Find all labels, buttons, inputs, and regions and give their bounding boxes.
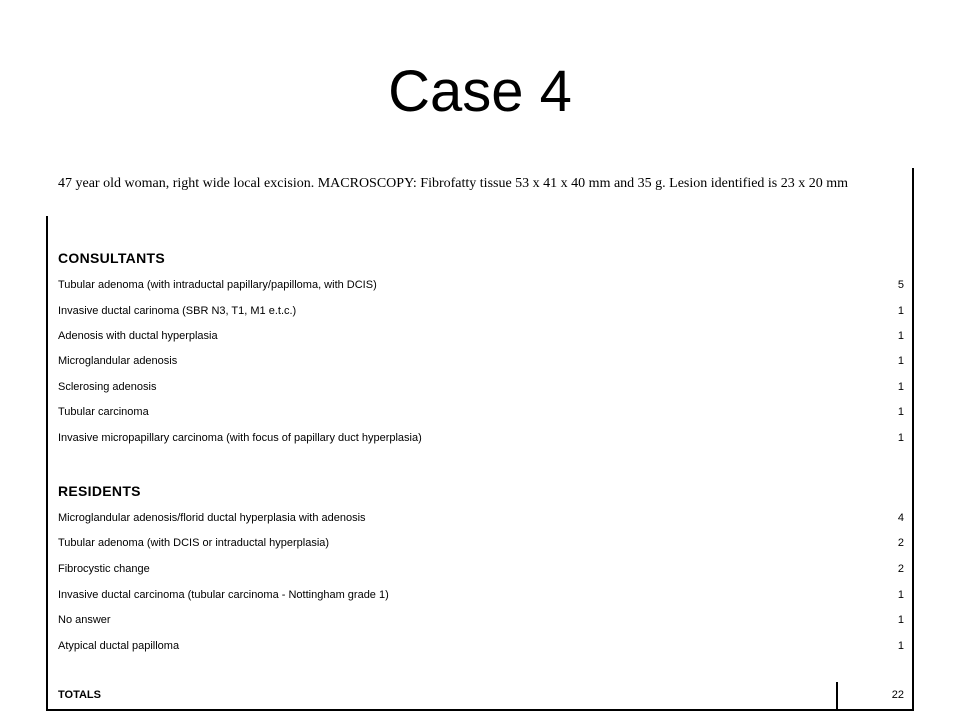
row-label: Sclerosing adenosis	[58, 381, 157, 393]
table-row	[58, 535, 904, 551]
table-row	[58, 430, 904, 446]
row-label: Tubular adenoma (with intraductal papillary/papilloma, with DCIS)	[58, 279, 377, 291]
case-description: 47 year old woman, right wide local excision. MACROSCOPY: Fibrofatty tissue 53 x 41 x 40 mm and 35 g. Lesion identified is 23 x 20 mm	[58, 176, 849, 191]
table-row	[58, 587, 904, 603]
row-label: Atypical ductal papilloma	[58, 640, 180, 652]
row-label: Tubular adenoma (with DCIS or intraductal hyperplasia)	[58, 537, 330, 549]
totals-divider	[836, 682, 838, 711]
row-label: Fibrocystic change	[58, 563, 150, 575]
row-count: 1	[897, 406, 904, 418]
row-count: 1	[897, 381, 904, 393]
row-count: 1	[897, 614, 904, 626]
table-left-border	[46, 216, 48, 711]
row-label: No answer	[58, 614, 111, 626]
table-right-border	[912, 168, 914, 711]
table-row	[58, 277, 904, 293]
table-row	[58, 328, 904, 344]
table-row	[58, 404, 904, 420]
residents-heading: RESIDENTS	[58, 483, 141, 499]
row-label: Invasive micropapillary carcinoma (with focus of papillary duct hyperplasia)	[58, 432, 422, 444]
table-row	[58, 561, 904, 577]
totals-value: 22	[891, 689, 904, 701]
row-count: 1	[897, 330, 904, 342]
row-label: Microglandular adenosis	[58, 355, 178, 367]
table-row	[58, 379, 904, 395]
row-count: 4	[897, 512, 904, 524]
row-count: 2	[897, 537, 904, 549]
row-count: 1	[897, 640, 904, 652]
row-label: Invasive ductal carinoma (SBR N3, T1, M1 e.t.c.)	[58, 305, 297, 317]
row-label: Invasive ductal carcinoma (tubular carcinoma - Nottingham grade 1)	[58, 589, 389, 601]
row-label: Adenosis with ductal hyperplasia	[58, 330, 218, 342]
row-label: Microglandular adenosis/florid ductal hyperplasia with adenosis	[58, 512, 366, 524]
row-count: 1	[897, 355, 904, 367]
row-count: 1	[897, 305, 904, 317]
totals-label: TOTALS	[58, 689, 101, 701]
row-count: 1	[897, 589, 904, 601]
table-row	[58, 612, 904, 628]
table-bottom-border	[46, 709, 914, 711]
row-label: Tubular carcinoma	[58, 406, 149, 418]
row-count: 2	[897, 563, 904, 575]
slide-title: Case 4	[388, 59, 572, 124]
table-row	[58, 638, 904, 654]
consultants-heading: CONSULTANTS	[58, 250, 165, 266]
table-row	[58, 303, 904, 319]
table-row	[58, 353, 904, 369]
row-count: 5	[897, 279, 904, 291]
row-count: 1	[897, 432, 904, 444]
table-row	[58, 510, 904, 526]
